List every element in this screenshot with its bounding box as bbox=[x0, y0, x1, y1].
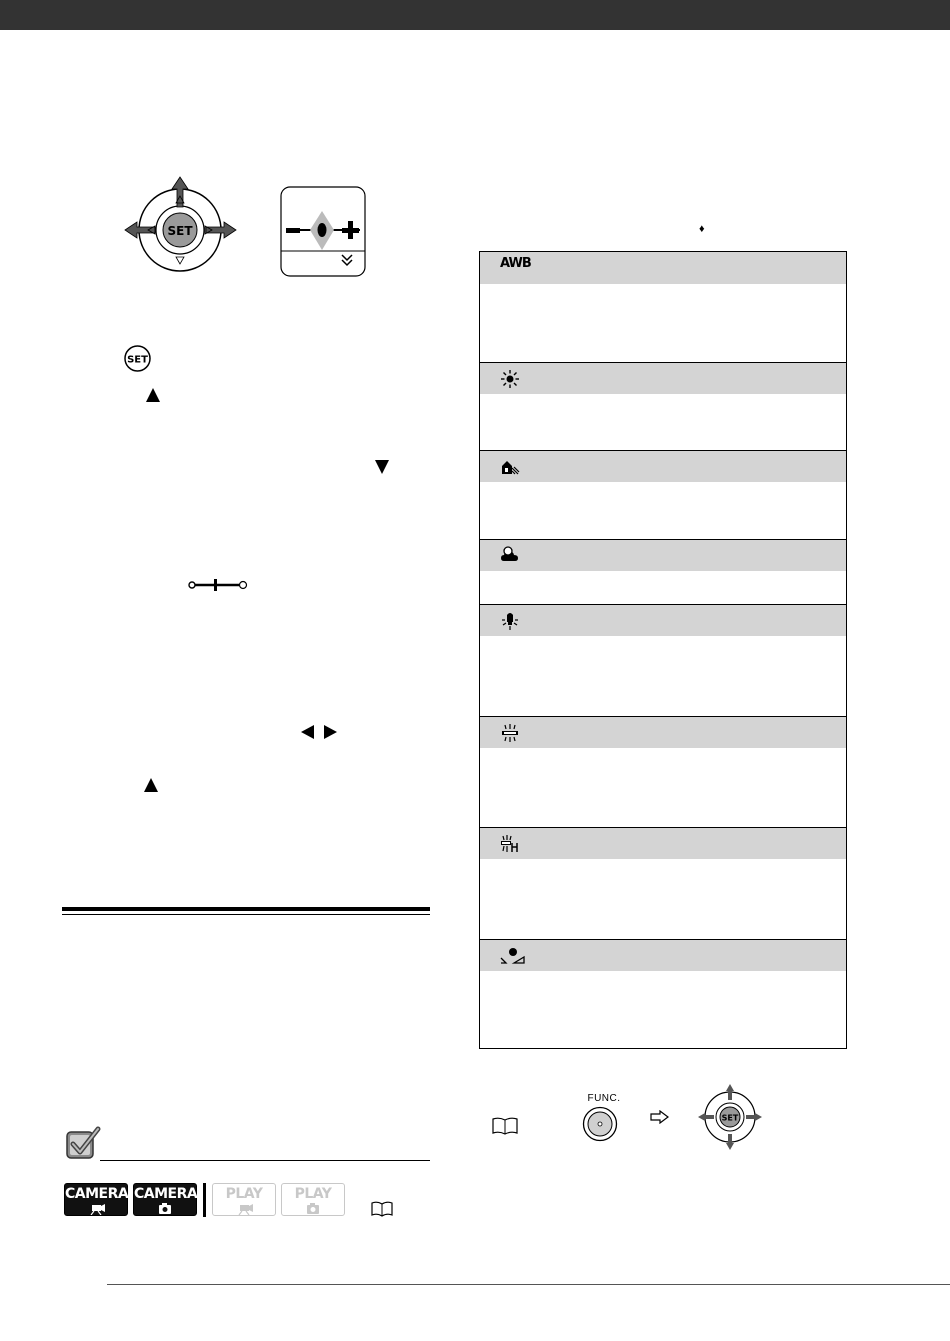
still-camera-icon bbox=[282, 1202, 344, 1215]
wb-row-header bbox=[480, 362, 846, 394]
joystick-diagram bbox=[124, 176, 239, 273]
wb-row-header bbox=[480, 939, 846, 971]
mode-badge-play-photo: PLAY bbox=[281, 1183, 345, 1216]
book-icon bbox=[491, 1117, 519, 1140]
next-step-arrow-icon bbox=[650, 1110, 670, 1124]
awb-icon: AWB bbox=[500, 256, 531, 271]
set-button-icon bbox=[124, 345, 151, 372]
movie-camera-icon bbox=[213, 1202, 275, 1215]
func-button-icon bbox=[582, 1106, 618, 1142]
up-arrow-icon bbox=[144, 778, 158, 792]
up-arrow-icon bbox=[146, 388, 160, 402]
custom-wb-icon bbox=[500, 946, 526, 966]
tungsten-icon bbox=[500, 611, 520, 631]
wb-row-header bbox=[480, 604, 846, 636]
footer-rule bbox=[107, 1284, 950, 1285]
wb-row-header bbox=[480, 539, 846, 571]
daylight-icon bbox=[500, 369, 520, 389]
book-icon bbox=[370, 1201, 394, 1222]
exposure-adjust-diagram bbox=[280, 186, 366, 277]
cloudy-icon bbox=[500, 546, 520, 566]
white-balance-table bbox=[479, 251, 847, 1049]
set-button-label: SET bbox=[127, 354, 148, 366]
joystick-set-label: SET bbox=[167, 224, 193, 238]
section-rule bbox=[62, 907, 430, 911]
checklist-icon bbox=[64, 1126, 102, 1162]
section-rule bbox=[62, 914, 430, 915]
mode-badge-camera-movie: CAMERA bbox=[64, 1183, 128, 1216]
joystick-small-set-label: SET bbox=[721, 1113, 739, 1123]
movie-camera-icon bbox=[65, 1202, 127, 1215]
fluorescent-icon bbox=[500, 723, 520, 743]
wb-row-header bbox=[480, 450, 846, 482]
fluorescent-h-icon bbox=[500, 834, 520, 854]
mode-badge-play-movie: PLAY bbox=[212, 1183, 276, 1216]
right-arrow-icon bbox=[324, 725, 337, 739]
note-rule bbox=[100, 1160, 430, 1161]
slider-icon bbox=[188, 578, 248, 592]
shade-icon bbox=[500, 457, 520, 477]
mode-badge-camera-photo: CAMERA bbox=[133, 1183, 197, 1216]
header-bar bbox=[0, 0, 950, 30]
diamond-marker: ♦ bbox=[699, 223, 705, 235]
wb-row-header bbox=[480, 827, 846, 859]
wb-row-header bbox=[480, 716, 846, 748]
left-arrow-icon bbox=[301, 725, 314, 739]
func-button-label: FUNC. bbox=[587, 1093, 621, 1104]
still-camera-icon bbox=[134, 1202, 196, 1215]
mode-separator bbox=[203, 1183, 206, 1217]
wb-row-header bbox=[480, 252, 846, 284]
down-arrow-icon bbox=[375, 460, 389, 474]
joystick-small-icon bbox=[697, 1083, 763, 1151]
